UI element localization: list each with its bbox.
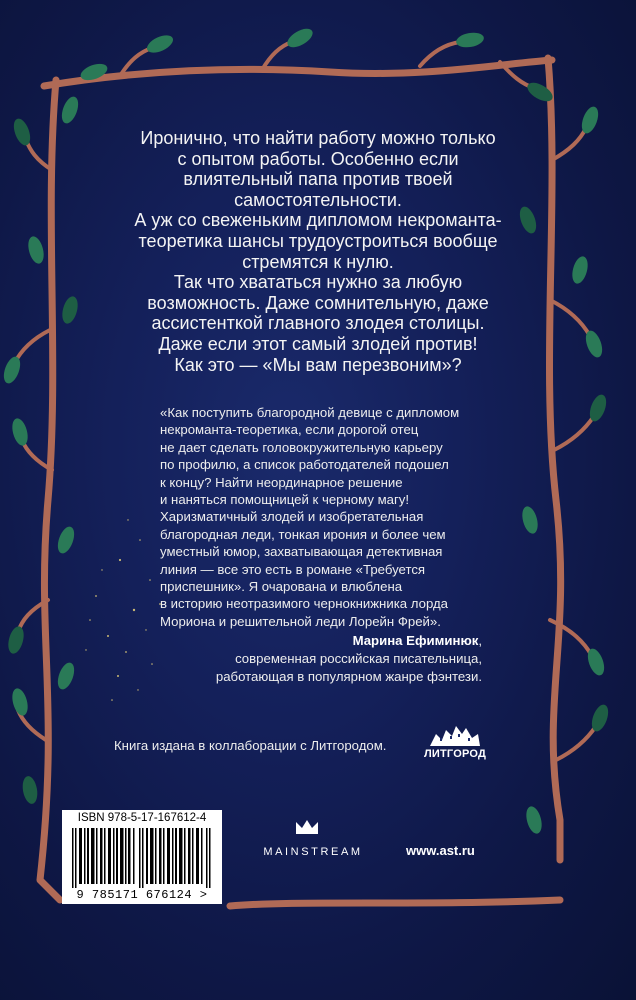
- author-description: современная российская писательница,: [235, 651, 482, 666]
- review-author: [160, 632, 482, 686]
- review-line: и наняться помощницей к черному магу!: [160, 492, 410, 508]
- publisher-website: www.ast.ru: [406, 843, 475, 858]
- annotation-line: теоретика шансы трудоустроиться вообще: [138, 230, 498, 251]
- bottom-branch: [230, 900, 560, 906]
- review-line: Харизматичный злодей и изобретательная: [160, 509, 424, 525]
- collaboration-note: Книга издана в коллаборации с Литгородом.: [114, 738, 387, 753]
- barcode-digits: 9 785171 676124 >: [76, 888, 208, 902]
- annotation-line: ассистенткой главного злодея столицы.: [151, 313, 485, 334]
- litgorod-label: ЛИТГОРОД: [423, 748, 487, 760]
- author-name-line: [160, 632, 482, 650]
- isbn-barcode: [62, 810, 222, 904]
- review-line: по профилю, а список работодателей подошел: [160, 457, 449, 473]
- annotation-line: стремятся к нулю.: [242, 251, 394, 272]
- review-line: благородная леди, тонкая ирония и более чем: [160, 526, 446, 542]
- isbn-number: ISBN 978-5-17-167612-4: [77, 812, 207, 824]
- review-line: в историю неотразимого чернокнижника лорда: [160, 596, 449, 612]
- review-line: к концу? Найти неординарное решение: [160, 474, 403, 490]
- annotation-line: Как это — «Мы вам перезвоним»?: [174, 354, 462, 375]
- annotation-line: А уж со свеженьким дипломом некроманта-: [134, 210, 502, 231]
- annotation-line: Иронично, что найти работу можно только: [140, 128, 496, 148]
- annotation-line: влиятельный папа против твоей: [183, 169, 453, 190]
- right-branch: [548, 58, 561, 860]
- review-line: Мориона и решительной леди Лорейн Фрей».: [160, 613, 441, 629]
- annotation-text: [100, 128, 536, 375]
- author-comma: ,: [478, 633, 482, 648]
- review-quote: [160, 404, 490, 630]
- barcode-bars: [68, 828, 216, 888]
- review-line: «Как поступить благородной девице с дипломом: [160, 405, 460, 420]
- mainstream-crown-icon: [294, 818, 320, 836]
- annotation-line: с опытом работы. Особенно если: [177, 148, 459, 169]
- review-line: уместный юмор, захватывающая детективная: [160, 544, 443, 560]
- annotation-line: возможность. Даже сомнительную, даже: [147, 292, 489, 313]
- author-name: Марина Ефиминюк: [352, 633, 479, 648]
- annotation-line: самостоятельности.: [234, 189, 402, 210]
- publisher-mainstream: MAINSTREAM: [263, 846, 363, 858]
- review-line: некроманта-теоретика, если дорогой отец: [160, 422, 419, 438]
- star-sparkles: [85, 519, 161, 701]
- annotation-line: Даже если этот самый злодей против!: [158, 333, 478, 354]
- left-branch: [40, 80, 60, 900]
- annotation-line: Так что хвататься нужно за любую: [173, 272, 463, 293]
- review-line: приспешник». Я очарована и влюблена: [160, 579, 403, 595]
- author-description: работающая в популярном жанре фэнтези.: [215, 669, 482, 684]
- review-line: линия — все это есть в романе «Требуется: [160, 561, 426, 577]
- review-line: не дает сделать головокружительную карьеру: [160, 439, 443, 455]
